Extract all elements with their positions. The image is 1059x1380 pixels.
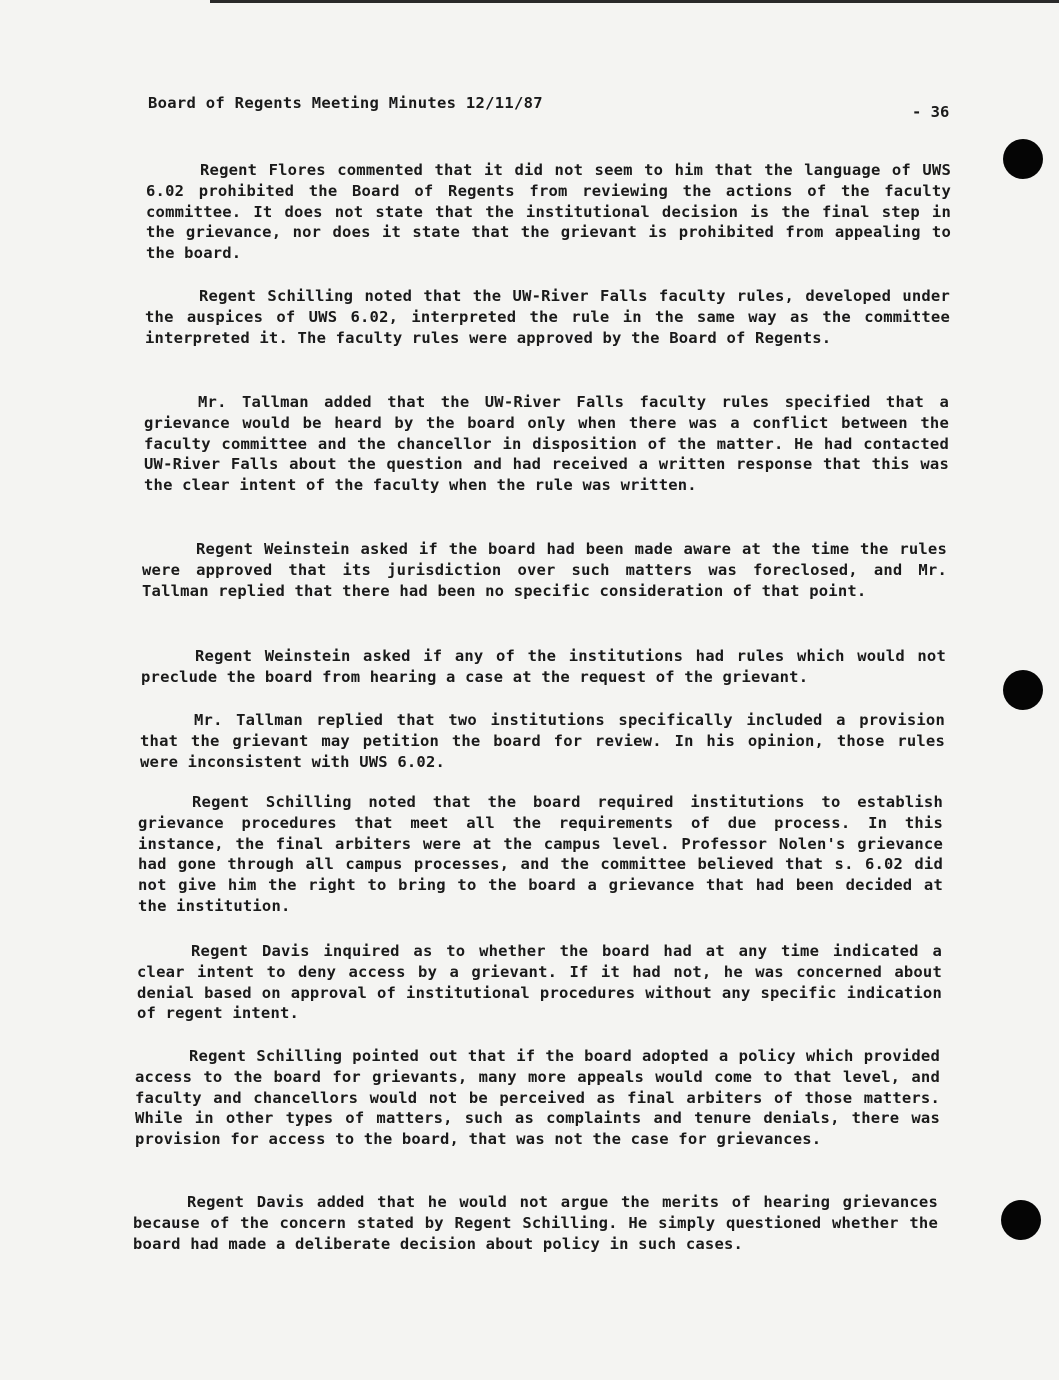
punch-hole-bottom <box>1001 1200 1041 1240</box>
paragraph-8: Regent Davis inquired as to whether the board had at any time indicated a clear intent to deny access by a grievant. If it had not, he was concerned about denial based on approval of institutional procedures without any specific indication of regent intent. <box>137 942 942 1023</box>
paragraph-3: Mr. Tallman added that the UW-River Falls faculty rules specified that a grievance would be heard by the board only when there was a conflict between the faculty committee and the chancellor in disposition of the matter. He had contacted UW-River Falls about the question and had received a written response that this was the clear intent of the faculty when the rule was written. <box>144 393 949 495</box>
paragraph-5: Regent Weinstein asked if any of the institutions had rules which would not preclude the board from hearing a case at the request of the grievant. <box>141 647 946 686</box>
punch-hole-middle <box>1003 670 1043 710</box>
scan-top-edge <box>210 0 1059 3</box>
paragraph-4: Regent Weinstein asked if the board had been made aware at the time the rules were approved that its jurisdiction over such matters was foreclosed, and Mr. Tallman replied that there had been no specific consideration of that point. <box>142 540 947 600</box>
punch-hole-top <box>1003 139 1043 179</box>
paragraph-6: Mr. Tallman replied that two institutions specifically included a provision that the grievant may petition the board for review. In his opinion, those rules were inconsistent with UWS 6.02. <box>140 711 945 771</box>
page-number: - 36 <box>912 103 950 121</box>
paragraph-2: Regent Schilling noted that the UW-River Falls faculty rules, developed under the auspices of UWS 6.02, interpreted the rule in the same way as the committee interpreted it. The faculty rules were approved by the Board of Regents. <box>145 287 950 347</box>
page-header: Board of Regents Meeting Minutes 12/11/87 <box>148 94 543 112</box>
paragraph-7: Regent Schilling noted that the board required institutions to establish grievance procedures that meet all the requirements of due process. In this instance, the final arbiters were at the campus level. Professor Nolen's grievance had gone through all campus processes, and the committee believed that s. 6.02 did not give him the right to bring to the board a grievance that had been decided at the institution. <box>138 793 943 915</box>
paragraph-10: Regent Davis added that he would not argue the merits of hearing grievances because of the concern stated by Regent Schilling. He simply questioned whether the board had made a deliberate decision about policy in such cases. <box>133 1193 938 1253</box>
paragraph-1: Regent Flores commented that it did not seem to him that the language of UWS 6.02 prohibited the Board of Regents from reviewing the actions of the faculty committee. It does not state that the institutional decision is the final step in the grievance, nor does it state that the grievant is prohibited from appealing to the board. <box>146 161 951 263</box>
paragraph-9: Regent Schilling pointed out that if the board adopted a policy which provided access to the board for grievants, many more appeals would come to that level, and faculty and chancellors would not be perceived as final arbiters of those matters. While in other types of matters, such as complaints and tenure denials, there was provision for access to the board, that was not the case for grievances. <box>135 1047 940 1149</box>
